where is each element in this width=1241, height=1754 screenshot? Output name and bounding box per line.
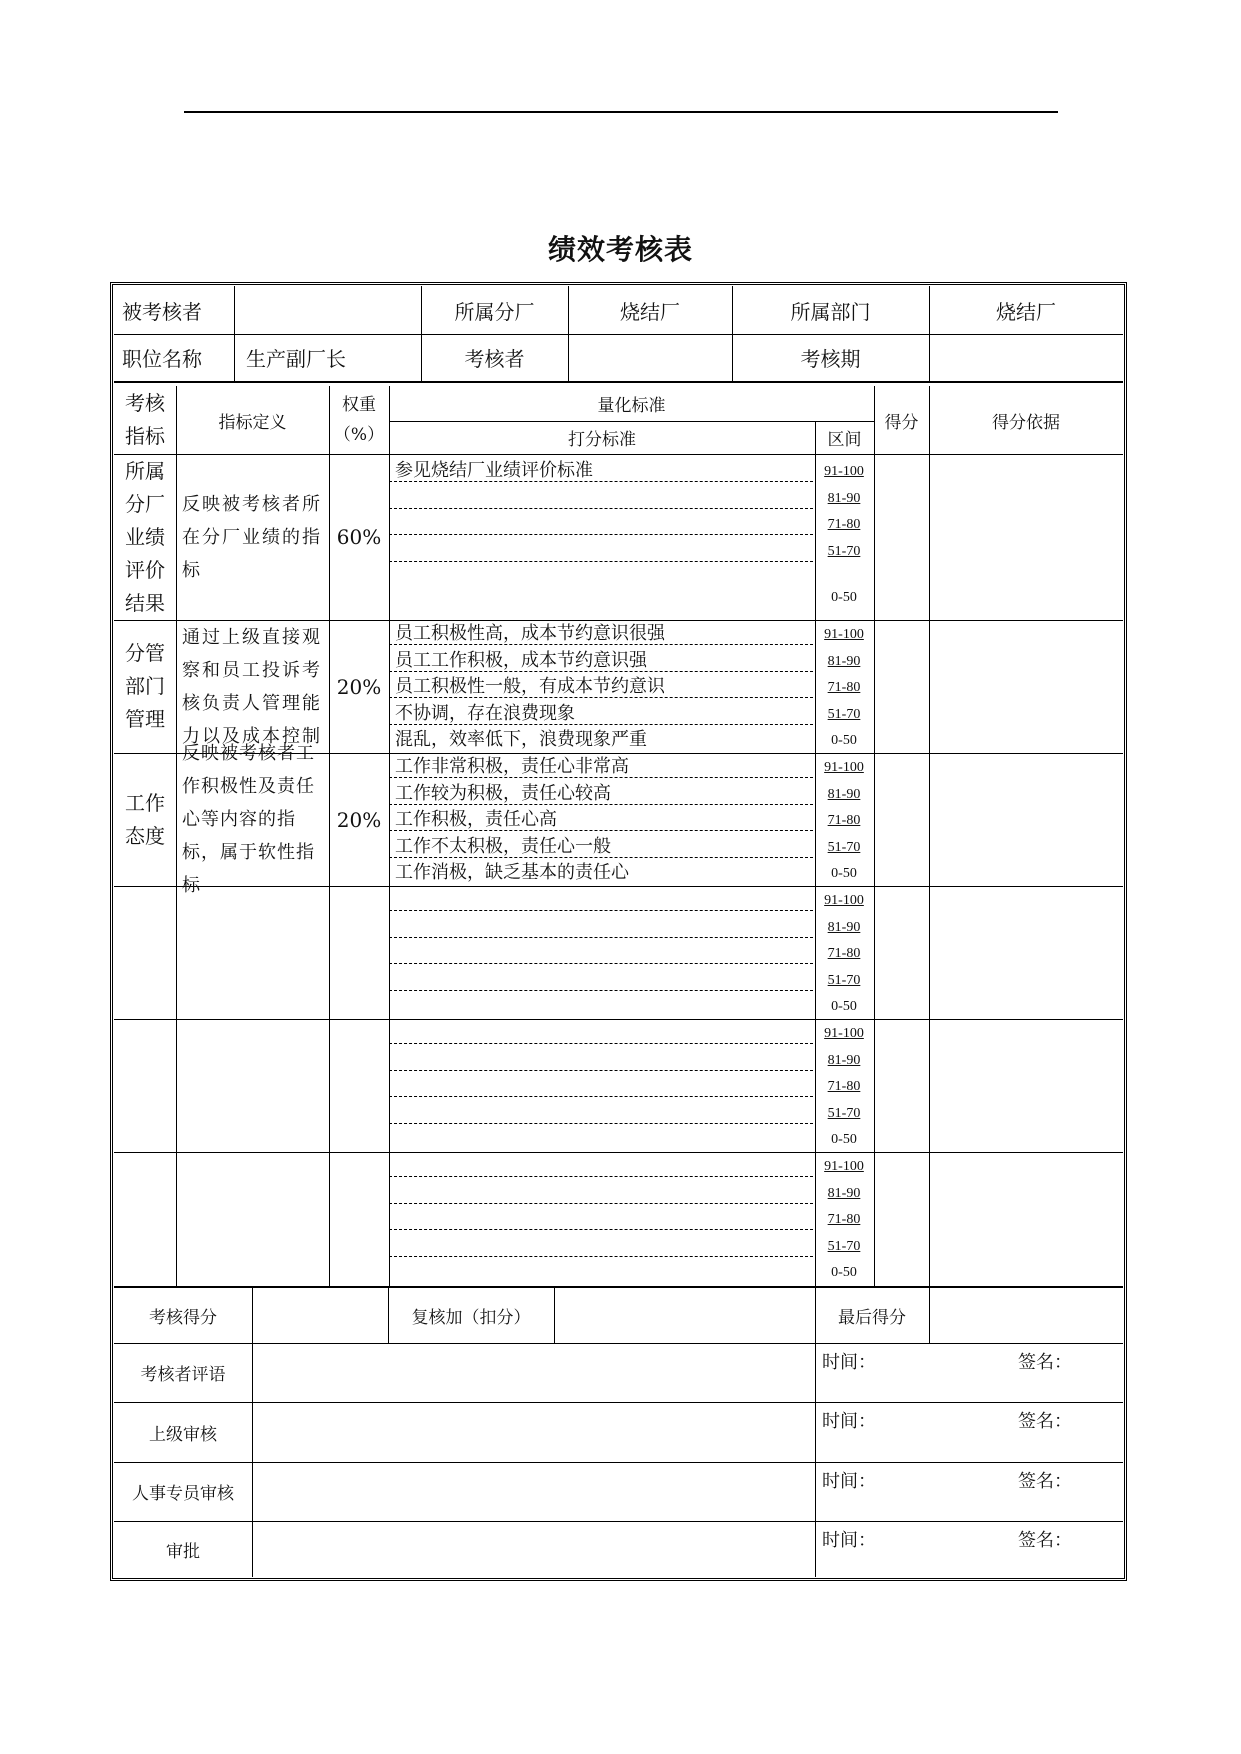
criteria-line — [389, 990, 813, 991]
range-label: 51-70 — [827, 972, 861, 988]
criteria-line — [389, 671, 813, 672]
range-label: 81-90 — [827, 1052, 861, 1068]
range-label: 71-80 — [827, 680, 861, 696]
criteria-text: 工作较为积极，责任心较高 — [395, 782, 611, 804]
criteria-text: 员工积极性一般，有成本节约意识 — [395, 676, 665, 698]
position-value[interactable]: 生产副厂长 — [246, 347, 346, 371]
range-label: 81-90 — [827, 786, 861, 802]
range-label: 0-50 — [831, 1265, 857, 1281]
sign-label: 签名： — [1018, 1471, 1072, 1492]
criteria-text: 混乱，效率低下，浪费现象严重 — [395, 729, 647, 751]
criteria-line — [389, 561, 813, 562]
criteria-line — [389, 910, 813, 911]
range-label: 51-70 — [827, 1238, 861, 1254]
criteria-text: 参见烧结厂业绩评价标准 — [395, 460, 593, 481]
score-label: 考核得分 — [149, 1308, 217, 1328]
approve-field[interactable] — [252, 1521, 815, 1577]
review-label: 复核加（扣分） — [411, 1308, 531, 1328]
range-label: 51-70 — [827, 839, 861, 855]
period-label: 考核期 — [800, 347, 861, 371]
range-label: 91-100 — [824, 464, 864, 479]
row2-indicator: 分管部门管理 — [125, 641, 165, 731]
criteria-text: 不协调，存在浪费现象 — [395, 702, 575, 724]
criteria-line — [389, 481, 813, 482]
superior-field[interactable] — [252, 1402, 815, 1462]
criteria-line — [389, 937, 813, 938]
score-field[interactable] — [252, 1288, 388, 1343]
sign-label: 签名： — [1018, 1530, 1072, 1551]
criteria-line — [389, 1096, 813, 1097]
criteria-text: 工作消极，缺乏基本的责任心 — [395, 862, 629, 884]
range-label: 71-80 — [827, 813, 861, 829]
range-label: 91-100 — [824, 1159, 864, 1174]
criteria-line — [389, 534, 813, 535]
rule — [389, 386, 390, 1286]
criteria-line — [389, 1176, 813, 1177]
period-field[interactable] — [929, 334, 1123, 381]
department-value[interactable]: 烧结厂 — [996, 299, 1056, 324]
range-label: 91-100 — [824, 627, 864, 642]
department-label: 所属部门 — [790, 299, 871, 324]
range-label: 0-50 — [831, 866, 857, 882]
criteria-line — [389, 1229, 813, 1230]
criteria-line — [389, 1203, 813, 1204]
row1-weight: 60% — [336, 525, 382, 549]
criteria-text: 工作积极，责任心高 — [395, 809, 557, 831]
header-rule — [184, 111, 1058, 113]
range-label: 81-90 — [827, 1185, 861, 1201]
hr-field[interactable] — [252, 1462, 815, 1521]
review-field[interactable] — [554, 1288, 815, 1343]
sign-label: 签名： — [1018, 1411, 1072, 1432]
comment-field[interactable] — [252, 1343, 815, 1402]
final-label: 最后得分 — [838, 1308, 906, 1328]
range-label: 71-80 — [827, 1079, 861, 1095]
range-label: 51-70 — [827, 543, 861, 559]
criteria-text: 员工工作积极，成本节约意识强 — [395, 649, 647, 671]
rule — [874, 386, 875, 1286]
time-label: 时间： — [822, 1471, 876, 1492]
row3-definition: 反映被考核者工作积极性及责任心等内容的指标，属于软性指标 — [182, 743, 315, 896]
comment-label: 考核者评语 — [140, 1365, 226, 1385]
col-score: 得分 — [884, 412, 919, 433]
assessee-field[interactable] — [234, 286, 421, 334]
criteria-line — [389, 644, 813, 645]
time-label: 时间： — [822, 1352, 876, 1373]
range-label: 51-70 — [827, 1105, 861, 1121]
criteria-line — [389, 724, 813, 725]
range-label: 91-100 — [824, 1026, 864, 1041]
criteria-line — [389, 963, 813, 964]
rule — [929, 386, 930, 1286]
branch-label: 所属分厂 — [454, 299, 535, 324]
range-label: 71-80 — [827, 517, 861, 533]
rule — [114, 381, 1123, 383]
assessor-field[interactable] — [568, 334, 732, 381]
range-label: 0-50 — [831, 590, 857, 606]
criteria-line — [389, 804, 813, 805]
criteria-text: 工作非常积极，责任心非常高 — [395, 756, 629, 777]
range-label: 71-80 — [827, 1212, 861, 1228]
range-label: 51-70 — [827, 706, 861, 722]
branch-value[interactable]: 烧结厂 — [620, 299, 680, 324]
col-weight: 权重（%） — [333, 395, 385, 445]
form-title: 绩效考核表 — [547, 233, 693, 266]
criteria-line — [389, 1043, 813, 1044]
range-label: 71-80 — [827, 946, 861, 962]
col-range: 区间 — [827, 430, 862, 450]
final-field[interactable] — [929, 1288, 1123, 1343]
criteria-text: 工作不太积极，责任心一般 — [395, 835, 611, 857]
row3-weight: 20% — [336, 807, 382, 832]
row1-indicator: 所属分厂业绩评价结果 — [125, 458, 165, 615]
time-label: 时间： — [822, 1530, 876, 1551]
superior-label: 上级审核 — [149, 1424, 217, 1445]
criteria-line — [389, 1070, 813, 1071]
criteria-line — [389, 857, 813, 858]
assessor-label: 考核者 — [464, 347, 525, 371]
time-label: 时间： — [822, 1411, 876, 1432]
row2-definition: 通过上级直接观察和员工投诉考核负责人管理能力以及成本控制 — [182, 626, 322, 747]
criteria-line — [389, 508, 813, 509]
col-quant: 量化标准 — [597, 396, 666, 416]
criteria-line — [389, 697, 813, 698]
rule — [114, 1019, 1123, 1020]
range-label: 0-50 — [831, 1132, 857, 1148]
row2-weight: 20% — [336, 674, 382, 699]
range-label: 0-50 — [831, 999, 857, 1015]
criteria-line — [389, 1256, 813, 1257]
criteria-line — [389, 1123, 813, 1124]
row3-indicator: 工作态度 — [125, 790, 165, 848]
rule — [114, 1152, 1123, 1153]
criteria-line — [389, 830, 813, 831]
criteria-line — [389, 777, 813, 778]
col-scoring: 打分标准 — [568, 430, 636, 450]
sign-label: 签名： — [1018, 1352, 1072, 1373]
range-label: 91-100 — [824, 893, 864, 908]
range-label: 91-100 — [824, 760, 864, 775]
approve-label: 审批 — [166, 1541, 200, 1562]
col-basis: 得分依据 — [992, 412, 1060, 433]
range-label: 81-90 — [827, 490, 861, 506]
assessee-label: 被考核者 — [122, 299, 202, 324]
col-indicator: 考核指标 — [125, 391, 165, 448]
range-label: 81-90 — [827, 653, 861, 669]
range-label: 81-90 — [827, 919, 861, 935]
range-label: 0-50 — [831, 733, 857, 749]
hr-label: 人事专员审核 — [132, 1484, 234, 1504]
criteria-text: 员工积极性高，成本节约意识很强 — [395, 623, 665, 644]
position-label: 职位名称 — [122, 347, 202, 371]
row1-definition: 反映被考核者所在分厂业绩的指标 — [182, 493, 322, 581]
col-definition: 指标定义 — [218, 412, 287, 433]
